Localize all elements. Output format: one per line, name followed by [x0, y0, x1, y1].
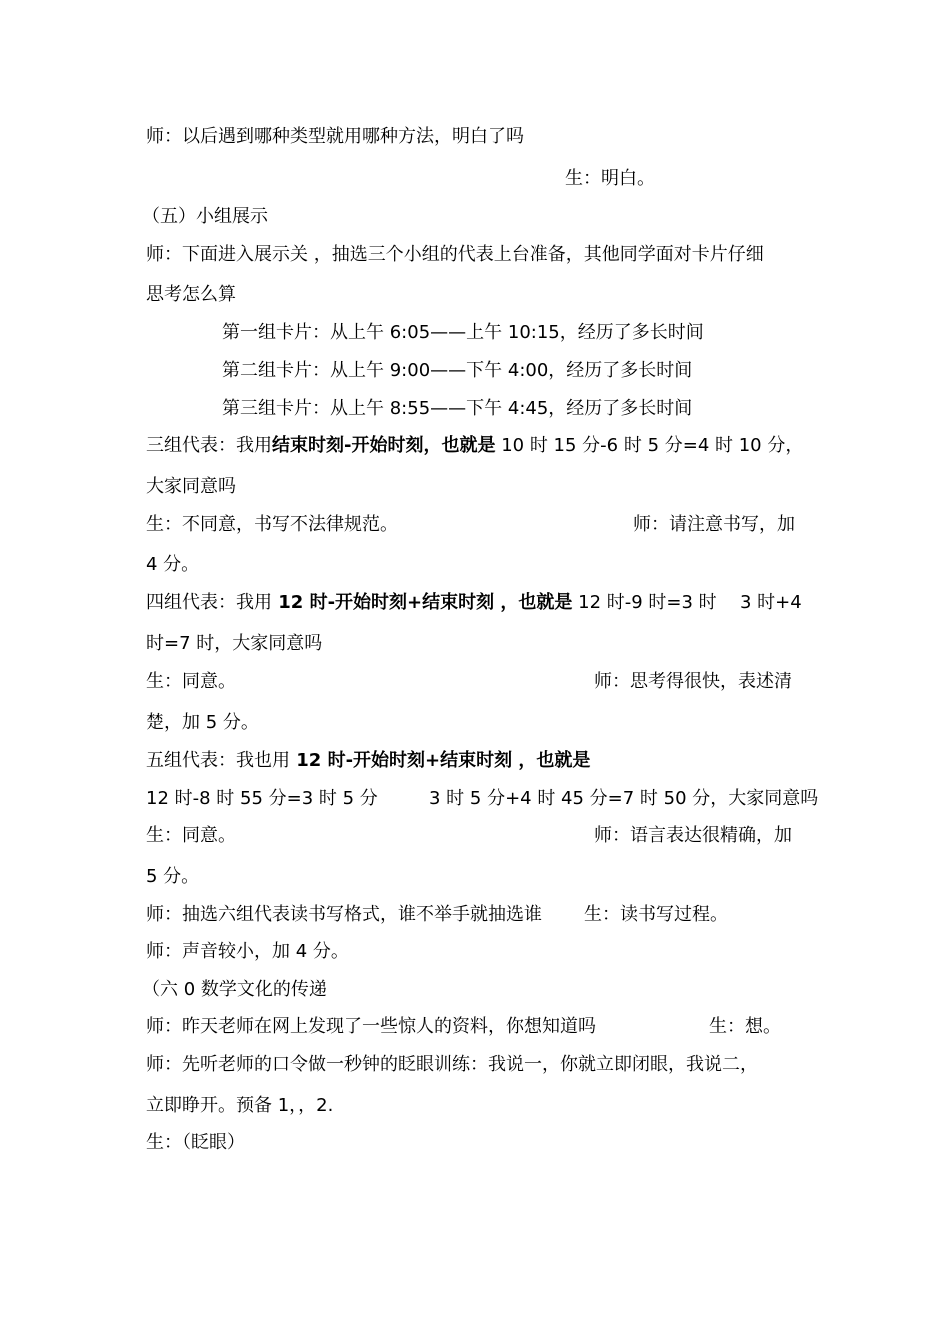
line-plus-4: 4 分。	[146, 554, 200, 575]
line-group3-rep	[146, 434, 803, 458]
card-group-3: 第三组卡片：从上午 8:55——下午 4:45，经历了多长时间	[222, 398, 693, 419]
line-plus-5-a: 楚，加 5 分。	[146, 712, 259, 733]
line-student-want: 生：想。	[709, 1016, 781, 1037]
group4-prefix: 四组代表：我用	[146, 592, 272, 613]
line-teacher-found-info: 师：昨天老师在网上发现了一些惊人的资料，你想知道吗	[146, 1016, 596, 1037]
line-agree-1: 大家同意吗	[146, 476, 236, 497]
line-think-how: 思考怎么算	[146, 284, 236, 305]
section-heading-group-show: （五）小组展示	[142, 206, 268, 227]
line-plus-5-b: 5 分。	[146, 866, 200, 887]
section-heading-math-culture: （六 0 数学文化的传递	[142, 979, 327, 1000]
line-teacher-note-writing: 师：请注意书写，加	[633, 514, 795, 535]
line-teacher-method: 师：以后遇到哪种类型就用哪种方法，明白了吗	[146, 126, 524, 147]
line-group5-rep	[146, 749, 590, 773]
line-teacher-quiet: 师：声音较小，加 4 分。	[146, 941, 349, 962]
card-group-2: 第二组卡片：从上午 9:00——下午 4:00，经历了多长时间	[222, 360, 693, 381]
line-student-blink: 生：（眨眼）	[146, 1132, 245, 1153]
line-student-agree-2: 生：同意。	[146, 825, 236, 846]
line-ready: 立即睁开。预备 1，，2.	[146, 1095, 334, 1116]
group3-method: 结束时刻-开始时刻，也就是	[272, 435, 496, 456]
line-teacher-enter-show: 师：下面进入展示关 ，抽选三个小组的代表上台准备，其他同学面对卡片仔细	[146, 244, 764, 265]
card-group-1: 第一组卡片：从上午 6:05——上午 10:15，经历了多长时间	[222, 322, 704, 343]
line-teacher-quick: 师：思考得很快，表述清	[594, 671, 792, 692]
line-student-agree-1: 生：同意。	[146, 671, 236, 692]
line-student-disagree: 生：不同意，书写不法律规范。	[146, 514, 398, 535]
line-group5-calc-1: 12 时-8 时 55 分=3 时 5 分	[146, 788, 378, 809]
line-agree-2: 时=7 时，大家同意吗	[146, 633, 323, 654]
line-teacher-blink-training: 师：先听老师的口令做一秒钟的眨眼训练：我说一，你就立即闭眼，我说二，	[146, 1054, 758, 1075]
line-student-understand: 生：明白。	[565, 168, 655, 189]
group3-prefix: 三组代表：我用	[146, 435, 272, 456]
group4-method: 12 时-开始时刻+结束时刻 ，也就是	[272, 592, 573, 613]
group5-method: 12 时-开始时刻+结束时刻 ，也就是	[290, 750, 591, 771]
line-teacher-precise: 师：语言表达很精确，加	[594, 825, 792, 846]
line-group4-rep	[146, 591, 717, 615]
group3-calc: 10 时 15 分-6 时 5 分=4 时 10 分，	[495, 435, 804, 456]
line-student-read: 生：读书写过程。	[584, 904, 728, 925]
group5-prefix: 五组代表：我也用	[146, 750, 290, 771]
line-teacher-pick-group6: 师：抽选六组代表读书写格式，谁不举手就抽选谁	[146, 904, 542, 925]
group4-calc-2: 3 时+4	[740, 592, 802, 613]
line-group5-calc-2: 3 时 5 分+4 时 45 分=7 时 50 分，大家同意吗	[429, 788, 819, 809]
group4-calc: 12 时-9 时=3 时	[572, 592, 717, 613]
